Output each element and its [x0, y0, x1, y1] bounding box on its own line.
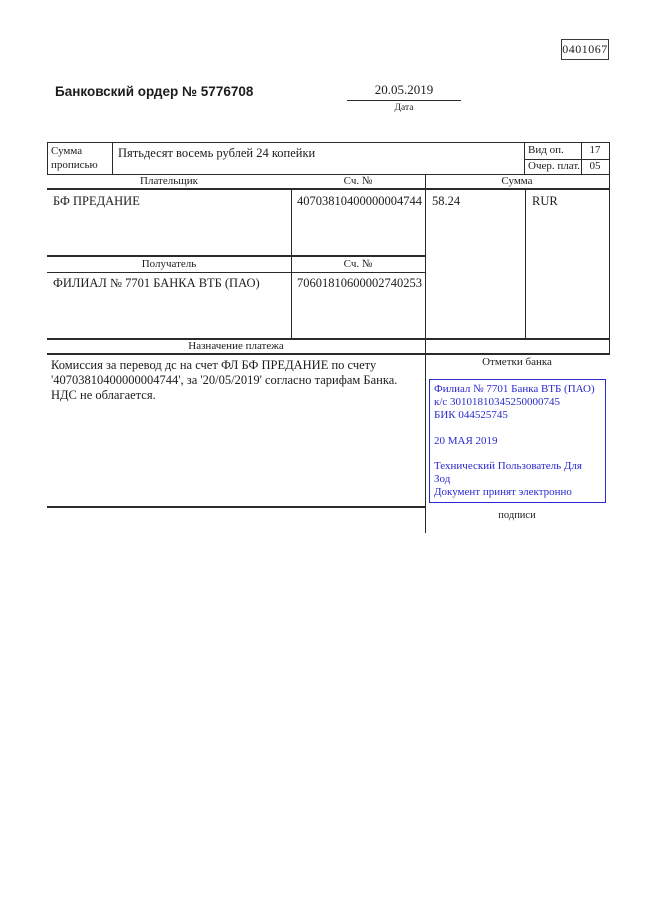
stamp-line: Филиал № 7701 Банка ВТБ (ПАО) [434, 383, 595, 395]
grid-line [609, 142, 610, 353]
form-code: 0401067 [562, 42, 608, 56]
stamp-line: Документ принят электронно [434, 486, 572, 499]
payer-name: БФ ПРЕДАНИЕ [53, 194, 140, 208]
stamp-line [434, 422, 601, 435]
grid-line [112, 142, 113, 174]
operation-type-value: 17 [589, 144, 601, 156]
bank-stamp [429, 379, 606, 503]
form-code-box [561, 39, 609, 60]
grid-line [47, 272, 425, 273]
document-title: Банковский ордер № 5776708 [55, 84, 254, 99]
grid-line [425, 174, 426, 533]
amount-column-label: Сумма [501, 175, 533, 187]
stamp-line: Зод [434, 473, 451, 486]
payment-priority-label: Очер. плат. [528, 160, 581, 172]
amount-words-value: Пятьдесят восемь рублей 24 копейки [118, 146, 316, 160]
date-block [347, 82, 461, 113]
grid-line [47, 255, 425, 257]
grid-line [47, 142, 48, 174]
purpose-text-line: Комиссия за перевод дс на счет ФЛ БФ ПРЕДАНИЕ по счету [51, 358, 377, 372]
payment-priority-value: 05 [589, 160, 601, 172]
stamp-line: 20 МАЯ 2019 [434, 434, 498, 447]
purpose-section-label: Назначение платежа [188, 340, 284, 352]
amount-words-label: Сумма прописью [51, 145, 98, 171]
payee-section-label: Получатель [141, 258, 197, 270]
payee-name: ФИЛИАЛ № 7701 БАНКА ВТБ (ПАО) [53, 276, 260, 290]
bank-marks-label: Отметки банка [482, 356, 552, 368]
payee-account-number: 70601810600002740253 [297, 276, 422, 290]
payer-account-label: Сч. № [343, 175, 373, 187]
grid-line [47, 506, 425, 508]
payer-account-number: 40703810400000004744 [297, 194, 422, 208]
grid-line [524, 142, 525, 174]
date-label: Дата [394, 103, 414, 113]
stamp-line: Технический Пользователь Для [434, 460, 582, 473]
signatures-label: подписи [498, 510, 536, 521]
payer-section-label: Плательщик [140, 175, 198, 187]
stamp-line: БИК 044525745 [434, 408, 508, 421]
grid-line [47, 353, 610, 355]
purpose-text-line: '40703810400000004744', за '20/05/2019' согласно тарифам Банка. [51, 373, 398, 387]
payee-account-label: Сч. № [343, 258, 373, 270]
stamp-line [434, 448, 601, 461]
date-value: 20.05.2019 [347, 82, 461, 101]
amount-value: 58.24 [432, 194, 461, 208]
grid-line [47, 142, 610, 143]
operation-type-label: Вид оп. [528, 144, 564, 156]
stamp-line: к/с 30101810345250000745 [434, 395, 561, 408]
grid-line [525, 188, 526, 338]
purpose-text-line: НДС не облагается. [51, 388, 156, 402]
currency-code: RUR [532, 194, 558, 208]
